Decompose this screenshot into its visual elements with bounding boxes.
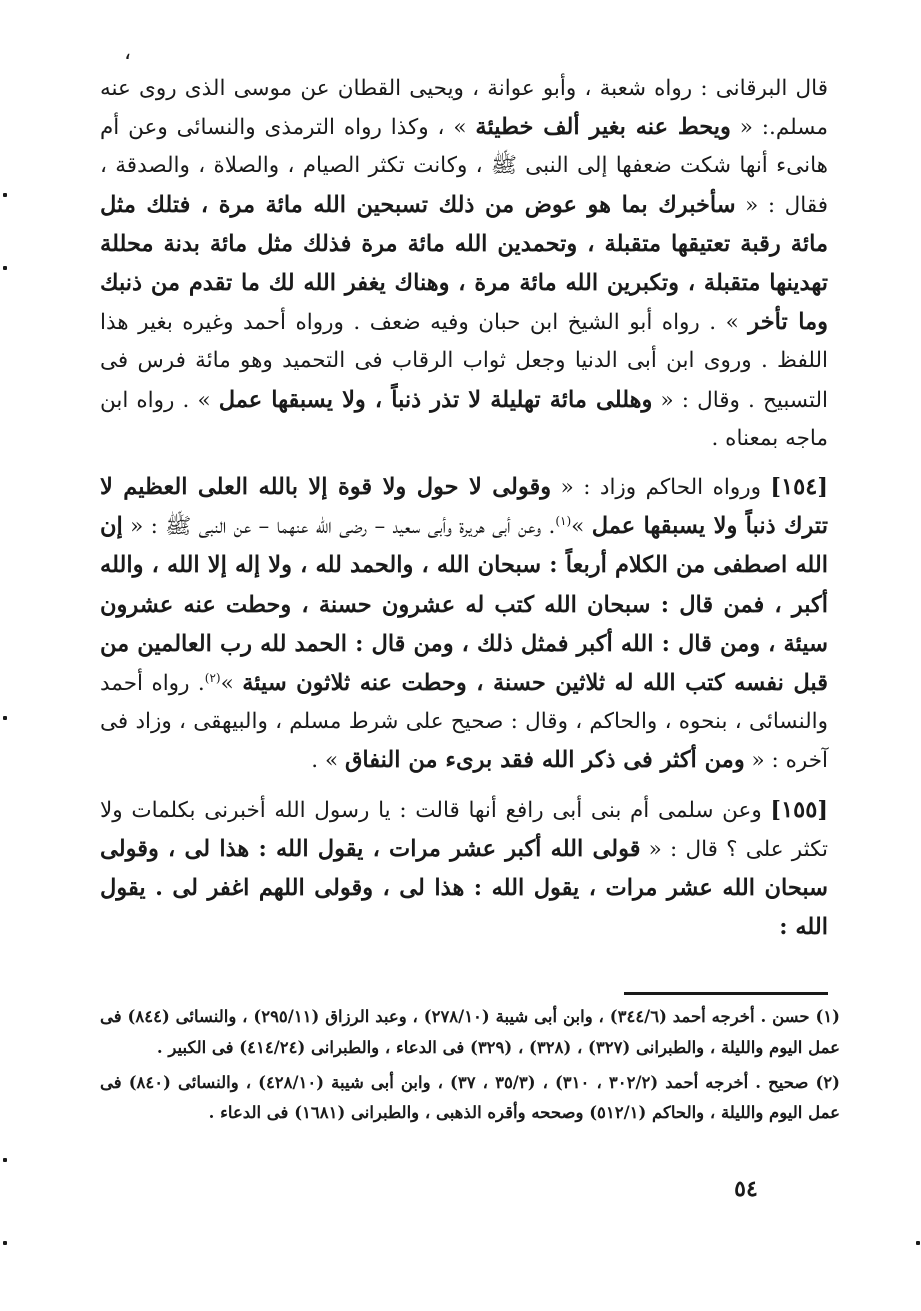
text-segment: » . رواه أبو الشيخ ابن حبان وفيه ضعف . ورواه أحمد وغيره بغير هذا اللفظ . وروى ابن أبى الدنيا وجعل ثواب الرقاب فى التحميد وهو مائة فرس فى التسبيح . وقال : «: [100, 310, 829, 413]
main-text: [100, 70, 828, 947]
footnotes: [100, 1002, 840, 1129]
text-segment: » . رواه ابن ماجه بمعناه .: [100, 387, 828, 451]
footnote-2: (٢) صحيح . أخرجه أحمد (٣٠٢/٢ ، ٣١٠) ، (٣٥/٣ ، ٣٧) ، وابن أبى شيبة (٤٢٨/١٠) ، والنسائى (٨٤٠) فى عمل اليوم والليلة ، والحاكم (٥١٢/١) وصححه وأقره الذهبى ، والطبرانى (١٦٨١) فى الدعاء .: [100, 1072, 840, 1123]
text-segment: » .: [311, 748, 345, 774]
text-segment: . وعن أبى هريرة وأبى سعيد – رضى الله عنهما – عن النبى ﷺ : «: [122, 514, 556, 540]
text-segment: » ، وكذا رواه الترمذى والنسائى وعن أم هانىء أنها شكت ضعفها إلى النبى ﷺ ، وكانت تكثر الصيام ، والصلاة ، والصدقة ، فقال : «: [100, 115, 828, 218]
footnote-1: (١) حسن . أخرجه أحمد (٣٤٤/٦) ، وابن أبى شيبة (٢٧٨/١٠) ، وعبد الرزاق (٢٩٥/١١) ، والنسائى (٨٤٤) فى عمل اليوم والليلة ، والطبرانى (٣٢٧) ، (٣٢٨) ، (٣٢٩) فى الدعاء ، والطبرانى (٤١٤/٢٤) فى الكبير .: [100, 1007, 840, 1057]
page-number: ٥٤: [734, 1176, 758, 1202]
bold-hadith-text: [١٥٥]: [770, 796, 828, 823]
text-segment: »: [220, 671, 243, 697]
bold-hadith-text: إن الله اصطفى من الكلام أربعاً : سبحان الله ، والحمد لله ، ولا إله إلا الله ، والله أكبر ، فمن قال : سبحان الله كتب له عشرون حسنة ، وحطت عنه عشرون سيئة ، ومن قال : الله أكبر فمثل ذلك ، ومن قال : الحمد لله رب العالمين من قبل نفسه كتب الله له ثلاثين حسنة ، وحطت عنه ثلاثون سيئة: [100, 513, 828, 697]
footnote-ref: (١): [555, 514, 572, 529]
bold-hadith-text: وهللى مائة تهليلة لا تذر ذنباً ، ولا يسبقها عمل: [218, 386, 653, 413]
scan-speck: [3, 193, 7, 197]
scan-speck: [3, 1241, 7, 1245]
bold-hadith-text: ويحط عنه بغير ألف خطيئة: [475, 114, 731, 141]
text-segment: قال البرقانى : رواه شعبة ، وأبو عوانة ، ويحيى القطان عن موسى الذى روى عنه مسلم.: «: [100, 76, 828, 141]
bold-hadith-text: [١٥٤]: [770, 474, 828, 501]
scan-speck: [916, 1241, 920, 1245]
text-segment: وعن سلمى أم بنى أبى رافع أنها قالت : يا رسول الله أخبرنى بكلمات ولا تكثر على ؟ قال : «: [100, 797, 828, 862]
paragraph-1: [100, 70, 828, 458]
footnote-ref: (٢): [204, 670, 221, 685]
footnote-divider: [624, 992, 828, 995]
top-mark: ،: [124, 40, 132, 65]
text-segment: »: [571, 514, 592, 540]
paragraph-155: [100, 791, 828, 948]
scan-speck: [3, 266, 7, 270]
bold-hadith-text: ومن أكثر فى ذكر الله فقد برىء من النفاق: [344, 747, 745, 774]
bold-hadith-text: وقولى لا حول ولا قوة إلا بالله العلى العظيم لا تترك ذنباً ولا يسبقها عمل: [100, 474, 828, 540]
scan-speck: [3, 1158, 7, 1162]
paragraph-154: [100, 468, 828, 781]
text-segment: ورواه الحاكم وزاد : «: [551, 475, 771, 501]
bold-hadith-text: سأخبرك بما هو عوض من ذلك تسبحين الله مائة مرة ، فتلك مثل مائة رقبة تعتيقها متقبلة ، وتحمدين الله مائة مرة فذلك مثل مائة بدنة محللة تهدينها متقبلة ، وتكبرين الله مائة مرة ، وهناك يغفر الله لك ما تقدم من ذنبك وما تأخر: [100, 191, 828, 336]
scan-speck: [3, 716, 7, 720]
bold-hadith-text: قولى الله أكبر عشر مرات ، يقول الله : هذا لى ، وقولى سبحان الله عشر مرات ، يقول الله : هذا لى ، وقولى اللهم اغفر لى . يقول الله :: [100, 835, 828, 941]
text-segment: . رواه أحمد والنسائى ، بنحوه ، والحاكم ، وقال : صحيح على شرط مسلم ، والبيهقى ، وزاد فى آخره : «: [100, 671, 828, 774]
